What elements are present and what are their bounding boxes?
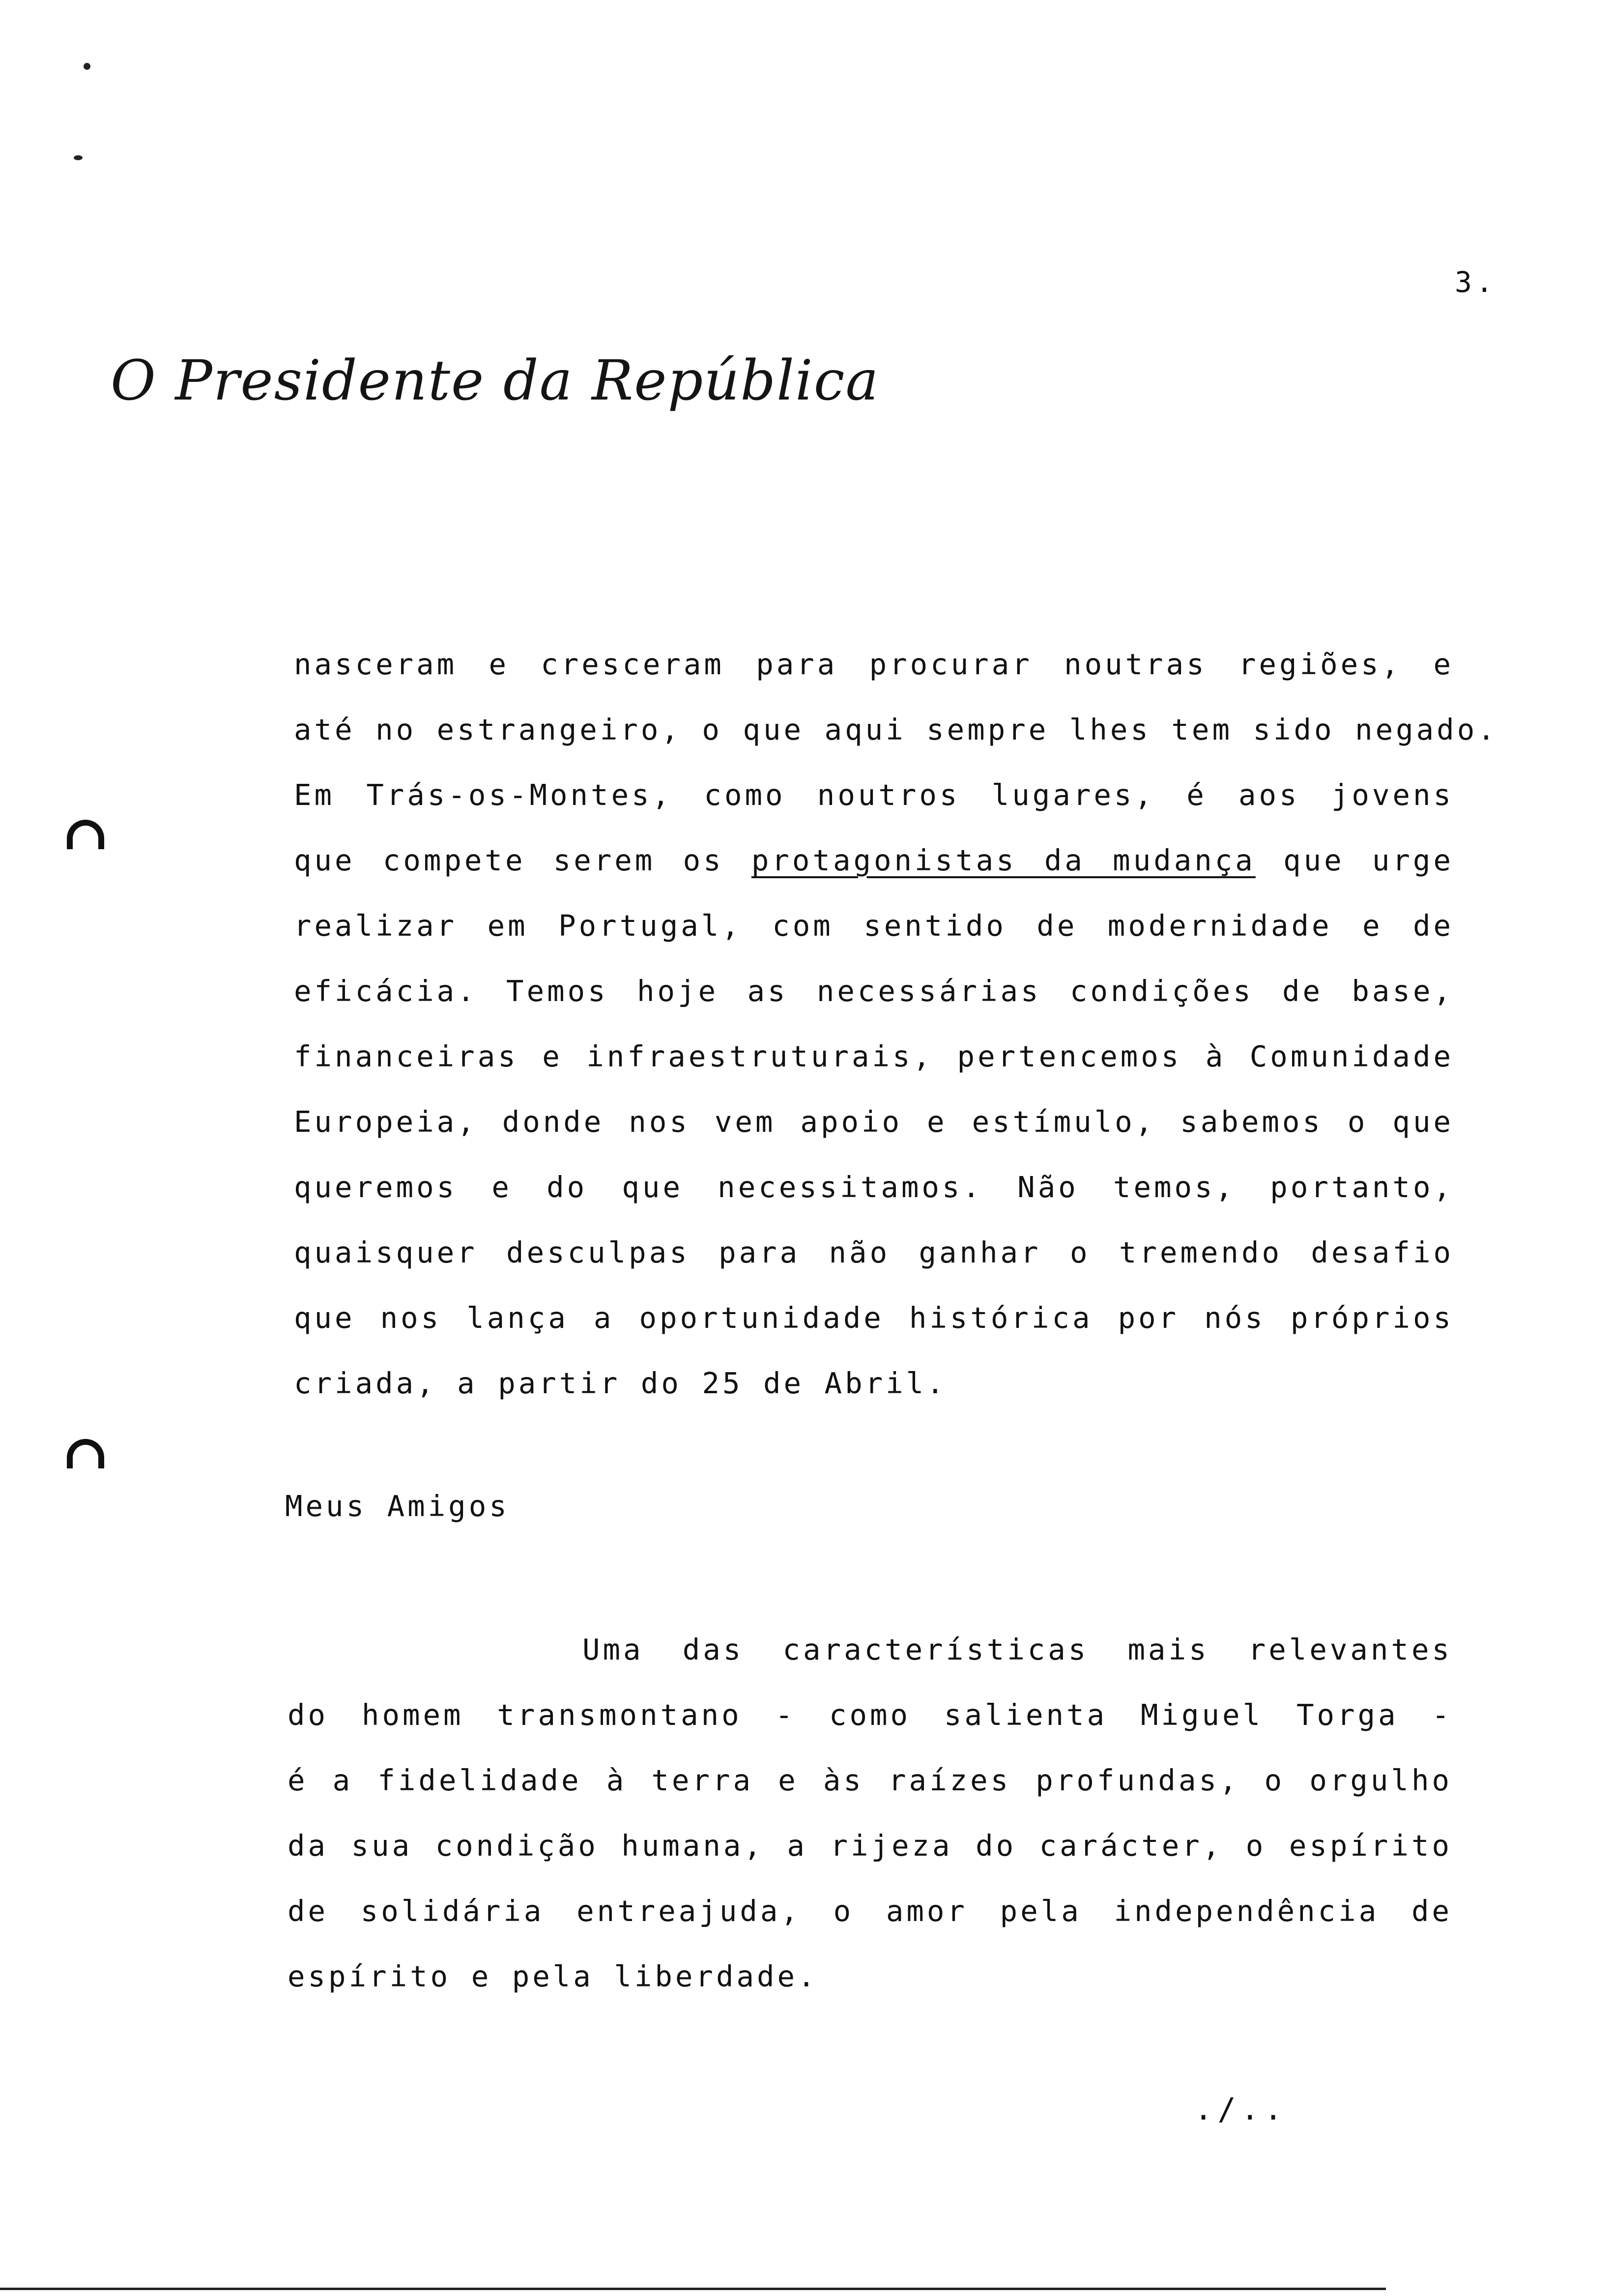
text-line: queremos e do que necessitamos. Não temos, portanto, <box>294 1170 1454 1204</box>
text-line: realizar em Portugal, com sentido de modernidade e de <box>294 909 1454 943</box>
text-segment: que urge <box>1255 843 1454 877</box>
text-line: nasceram e cresceram para procurar noutras regiões, e <box>294 647 1454 681</box>
text-line: criada, a partir do 25 de Abril. <box>294 1366 947 1400</box>
text-line: até no estrangeiro, o que aqui sempre lhes tem sido negado. <box>294 713 1498 746</box>
text-line: quaisquer desculpas para não ganhar o tremendo desafio <box>294 1235 1454 1269</box>
scan-speck <box>84 63 90 70</box>
text-line: do homem transmontano - como salienta Miguel Torga - <box>288 1698 1452 1732</box>
text-line <box>294 828 1454 893</box>
text-line: espírito e pela liberdade. <box>288 1959 818 1993</box>
paragraph-1 <box>294 631 1498 1416</box>
scan-edge-line <box>0 2288 1386 2290</box>
letterhead-script: O Presidente da República <box>111 349 880 413</box>
paragraph-2 <box>288 1617 1452 2009</box>
text-line: Uma das características mais relevantes <box>582 1633 1452 1666</box>
text-line: Em Trás-os-Montes, como noutros lugares, é aos jovens <box>294 778 1454 812</box>
punch-hole-mark <box>67 820 104 849</box>
continuation-mark: ./.. <box>1194 2091 1288 2127</box>
text-line: Europeia, donde nos vem apoio e estímulo, sabemos o que <box>294 1105 1454 1139</box>
text-segment: que compete serem os <box>294 843 751 877</box>
text-line: eficácia. Temos hoje as necessárias condições de base, <box>294 974 1454 1008</box>
scan-speck <box>74 155 83 160</box>
salutation: Meus Amigos <box>285 1489 510 1523</box>
punch-hole-mark <box>67 1439 104 1468</box>
underlined-phrase: protagonistas da mudança <box>751 843 1256 877</box>
text-line: é a fidelidade à terra e às raízes profundas, o orgulho <box>288 1763 1452 1797</box>
text-line: financeiras e infraestruturais, pertencemos à Comunidade <box>294 1039 1454 1073</box>
text-line: que nos lança a oportunidade histórica por nós próprios <box>294 1301 1454 1335</box>
page-number: 3. <box>1455 265 1497 299</box>
text-line: da sua condição humana, a rijeza do carácter, o espírito <box>288 1829 1452 1863</box>
text-line: de solidária entreajuda, o amor pela independência de <box>288 1894 1452 1928</box>
